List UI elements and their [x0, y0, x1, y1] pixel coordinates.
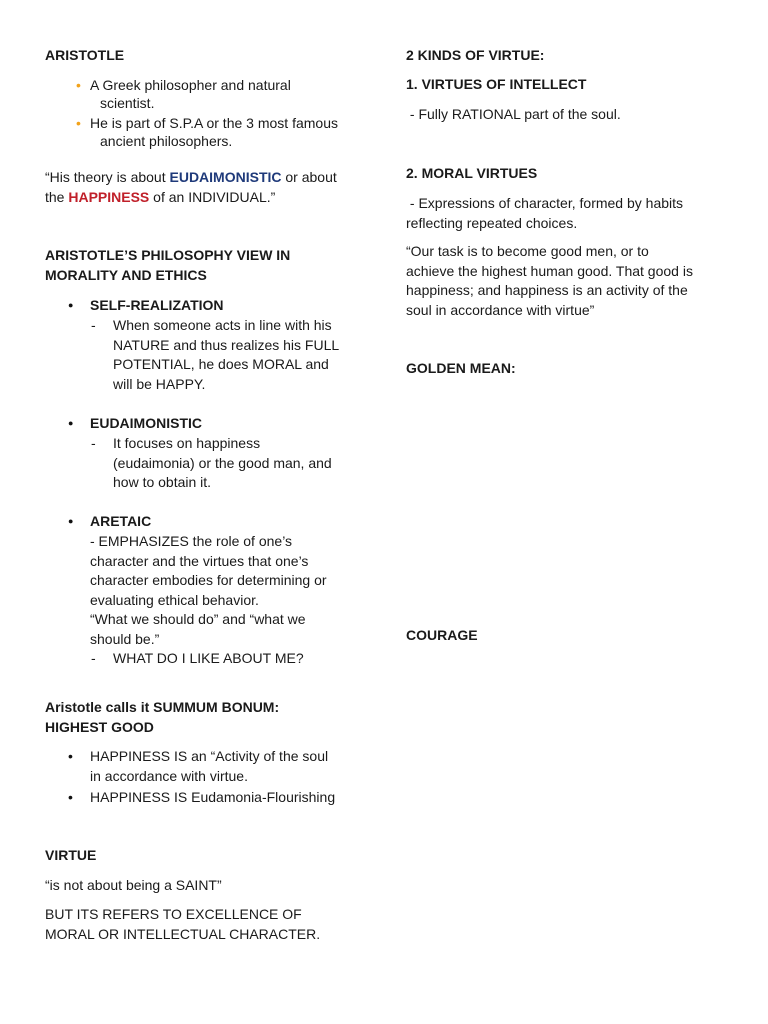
philosophy-heading: ARISTOTLE’S PHILOSOPHY VIEW IN MORALITY AND ETHICS	[45, 247, 291, 283]
happiness-highlight: HAPPINESS	[68, 188, 150, 205]
virtue-quote-block: “Our task is to become good men, or to achieve the highest human good. That good is happiness; and happiness is an activity of the soul in accordance with virtue”	[406, 243, 693, 318]
courage-heading: COURAGE	[406, 627, 478, 643]
eudaimonistic-text: - It focuses on happiness (eudaimonia) or the good man, and how to obtain it.	[113, 434, 373, 493]
aretaic-text: - EMPHASIZES the role of one’s character and the virtues that one’s character embodies for determining or evaluating ethical behavior. “What we should do” and “what we should be.”	[90, 533, 327, 647]
kinds-of-virtue-heading: 2 KINDS OF VIRTUE:	[406, 47, 545, 63]
theory-quote: “His theory is about EUDAIMONISTIC or about the HAPPINESS of an INDIVIDUAL.”	[45, 169, 337, 205]
self-realization-text: - When someone acts in line with his NATURE and thus realizes his FULL POTENTIAL, he does MORAL and will be HAPPY.	[113, 316, 373, 394]
happiness-item: • HAPPINESS IS Eudamonia-Flourishing	[90, 788, 335, 808]
bullet-item: • He is part of S.P.A or the 3 most famous ancient philosophers.	[90, 114, 380, 150]
moral-virtues-text: - Expressions of character, formed by habits reflecting repeated choices.	[406, 195, 684, 231]
bullet-item: • A Greek philosopher and natural scientist.	[90, 76, 370, 112]
aretaic-dash-item: - WHAT DO I LIKE ABOUT ME?	[113, 649, 304, 669]
aretaic-title: ● ARETAIC	[90, 512, 151, 532]
intellect-text: - Fully RATIONAL part of the soul.	[406, 106, 621, 122]
golden-mean-heading: GOLDEN MEAN:	[406, 360, 516, 376]
virtue-heading: VIRTUE	[45, 847, 97, 863]
eudaimonistic-title: ● EUDAIMONISTIC	[90, 414, 202, 434]
self-realization-title: ● SELF-REALIZATION	[90, 296, 224, 316]
virtue-quote: “is not about being a SAINT”	[45, 877, 222, 893]
eudaimonistic-highlight: EUDAIMONISTIC	[169, 169, 282, 185]
virtue-definition: BUT ITS REFERS TO EXCELLENCE OF MORAL OR INTELLECTUAL CHARACTER.	[45, 906, 321, 942]
happiness-item: • HAPPINESS IS an “Activity of the soul in accordance with virtue.	[90, 747, 370, 786]
summum-bonum-heading: Aristotle calls it SUMMUM BONUM: HIGHEST GOOD	[45, 699, 280, 735]
moral-virtues-heading: 2. MORAL VIRTUES	[406, 165, 538, 181]
aristotle-heading: ARISTOTLE	[45, 47, 125, 63]
intellect-heading: 1. VIRTUES OF INTELLECT	[406, 76, 587, 92]
